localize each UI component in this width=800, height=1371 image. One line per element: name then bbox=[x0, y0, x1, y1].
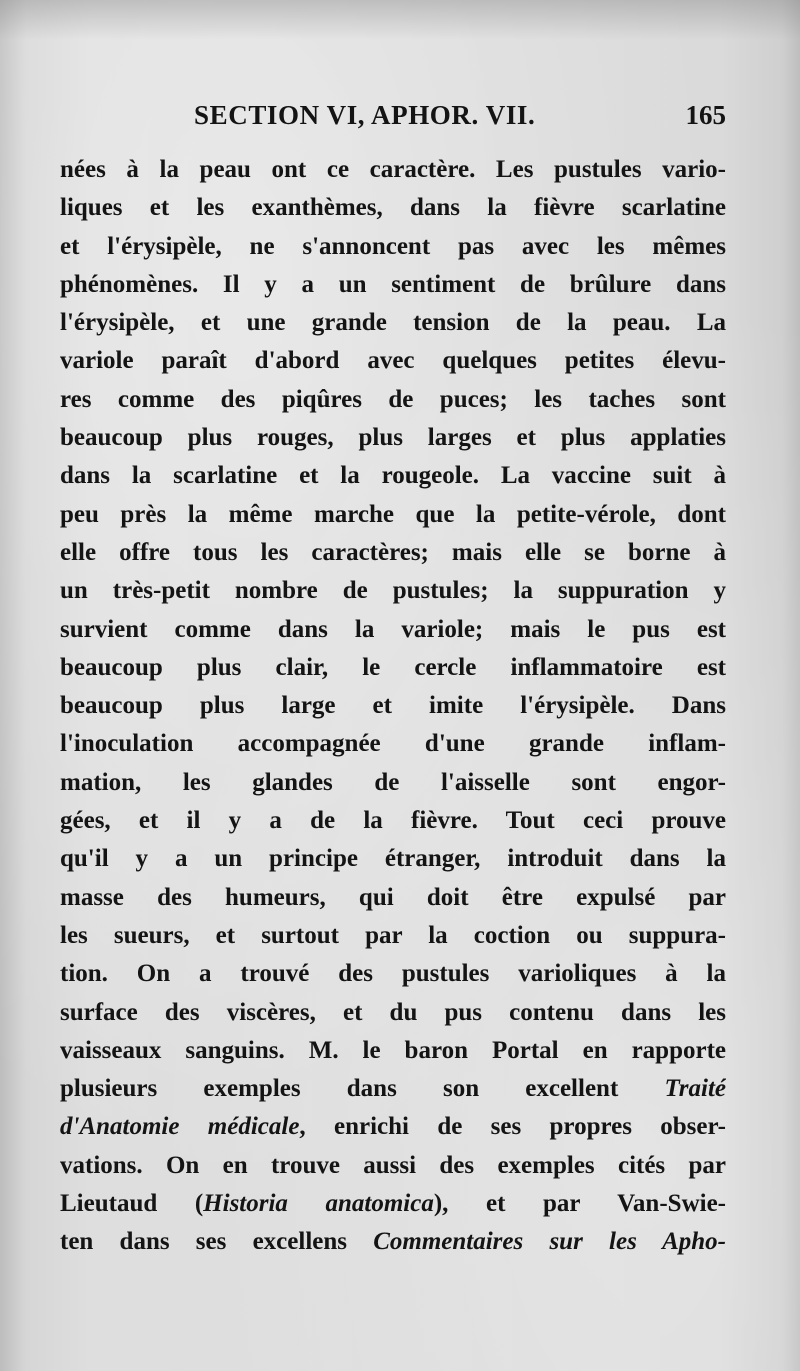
text-line: elle offre tous les caractères; mais elle se borne à bbox=[60, 538, 726, 566]
text-line: variole paraît d'abord avec quelques petites élevu- bbox=[60, 347, 726, 375]
body-text bbox=[60, 151, 726, 1262]
text-line bbox=[60, 1223, 726, 1261]
text-line: vations. On en trouve aussi des exemples cités par bbox=[60, 1151, 726, 1179]
text-line: liques et les exanthèmes, dans la fièvre scarlatine bbox=[60, 194, 726, 222]
text-line: beaucoup plus clair, le cercle inflammatoire est bbox=[60, 653, 726, 681]
italic-title: Commentaires sur les Apho- bbox=[373, 1228, 726, 1256]
page-header bbox=[60, 100, 726, 140]
text-line: l'inoculation accompagnée d'une grande inflam- bbox=[60, 730, 726, 758]
text-line: masse des humeurs, qui doit être expulsé par bbox=[60, 883, 726, 911]
text-line bbox=[60, 1070, 726, 1108]
page-number: 165 bbox=[685, 100, 726, 130]
text-line: survient comme dans la variole; mais le pus est bbox=[60, 615, 726, 643]
text-line bbox=[60, 1185, 726, 1223]
text-line: res comme des piqûres de puces; les taches sont bbox=[60, 385, 726, 413]
text-line: gées, et il y a de la fièvre. Tout ceci prouve bbox=[60, 807, 726, 835]
text-line: surface des viscères, et du pus contenu dans les bbox=[60, 998, 726, 1026]
text-line: mation, les glandes de l'aisselle sont engor- bbox=[60, 768, 726, 796]
italic-title: Traité bbox=[664, 1075, 726, 1103]
text-line: un très-petit nombre de pustules; la suppuration y bbox=[60, 577, 726, 605]
text-line: et l'érysipèle, ne s'annoncent pas avec les mêmes bbox=[60, 232, 726, 260]
text-line: qu'il y a un principe étranger, introduit dans la bbox=[60, 845, 726, 873]
text-line: dans la scarlatine et la rougeole. La vaccine suit à bbox=[60, 462, 726, 490]
text-line: l'érysipèle, et une grande tension de la peau. La bbox=[60, 309, 726, 337]
text-line: vaisseaux sanguins. M. le baron Portal en rapporte bbox=[60, 1036, 726, 1064]
text-line: peu près la même marche que la petite-vérole, dont bbox=[60, 500, 726, 528]
text-segment: plusieurs exemples dans son excellent bbox=[60, 1075, 665, 1103]
text-segment: Lieutaud ( bbox=[60, 1190, 204, 1218]
text-segment: ten dans ses excellens bbox=[60, 1228, 374, 1256]
italic-title: d'Anatomie médicale bbox=[60, 1113, 300, 1141]
text-segment: , enrichi de ses propres obser- bbox=[299, 1113, 726, 1141]
text-line bbox=[60, 1108, 726, 1146]
page-edge-shadow bbox=[0, 0, 800, 40]
text-line: tion. On a trouvé des pustules varioliques à la bbox=[60, 960, 726, 988]
text-line: beaucoup plus rouges, plus larges et plus applaties bbox=[60, 424, 726, 452]
italic-title: Historia anatomica bbox=[203, 1190, 434, 1218]
text-line: nées à la peau ont ce caractère. Les pustules vario- bbox=[60, 156, 726, 183]
text-line: beaucoup plus large et imite l'érysipèle. Dans bbox=[60, 692, 726, 720]
text-line: les sueurs, et surtout par la coction ou suppura- bbox=[60, 921, 726, 949]
running-head: SECTION VI, APHOR. VII. bbox=[194, 100, 536, 130]
text-segment: ), et par Van-Swie- bbox=[433, 1190, 726, 1218]
text-line: phénomènes. Il y a un sentiment de brûlure dans bbox=[60, 270, 726, 298]
